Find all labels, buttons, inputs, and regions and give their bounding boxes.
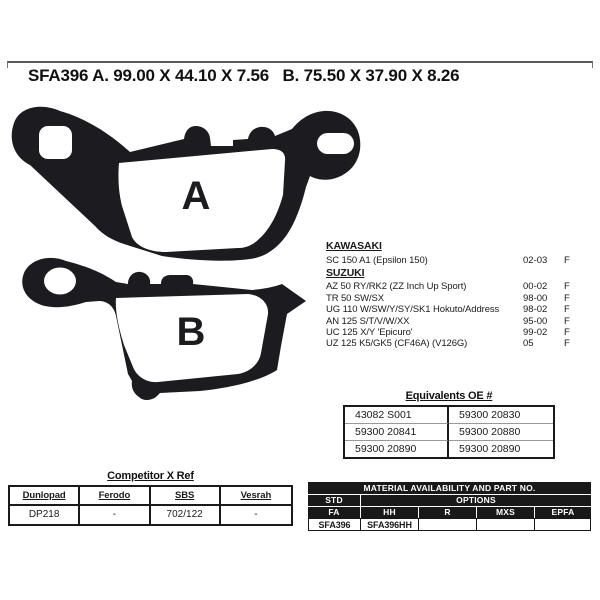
fitment-model: SC 150 A1 (Epsilon 150) xyxy=(326,254,428,266)
competitor-header: Vesrah xyxy=(221,487,291,506)
pad-a-mount-hole xyxy=(39,126,72,159)
oe-number: 59300 20841 xyxy=(345,424,449,441)
competitor-title: Competitor X Ref xyxy=(107,470,194,482)
material-column-header: FA xyxy=(308,507,360,518)
fitment-model: AN 125 S/T/V/W/XX xyxy=(326,315,410,327)
equivalents-title: Equivalents OE # xyxy=(405,390,493,402)
oe-number: 59300 20890 xyxy=(345,441,449,457)
material-column-header: MXS xyxy=(477,507,534,518)
fitment-model: UC 125 X/Y 'Epicuro' xyxy=(326,326,413,338)
fitment-years: 98-02 xyxy=(523,304,548,316)
equivalents-table xyxy=(343,405,555,459)
pad-b-mount-hole xyxy=(44,268,76,295)
fitment-row xyxy=(326,305,588,316)
fitment-model: UG 110 W/SW/Y/SY/SK1 Hokuto/Address xyxy=(326,304,500,316)
fitment-position: F xyxy=(564,338,570,350)
pad-a-letter: A xyxy=(181,174,211,218)
competitor-value: DP218 xyxy=(10,506,80,524)
material-values-row xyxy=(308,518,591,531)
fitment-brand-suzuki: SUZUKI xyxy=(326,266,365,279)
material-part-number: SFA396 xyxy=(308,518,361,531)
oe-number: 59300 20830 xyxy=(449,407,553,424)
fitment-row xyxy=(326,339,588,350)
equivalents-section xyxy=(343,390,555,459)
fitment-years: 00-02 xyxy=(523,281,548,293)
material-std-label: STD xyxy=(308,495,360,506)
material-title-bar: MATERIAL AVAILABILITY AND PART NO. xyxy=(308,482,591,494)
material-column-header: HH xyxy=(361,507,418,518)
material-part-number xyxy=(418,518,477,531)
oe-number: 43082 S001 xyxy=(345,407,449,424)
fitment-position: F xyxy=(564,304,570,316)
pad-a-slot-hole xyxy=(317,133,354,154)
fitment-years: 95-00 xyxy=(523,315,548,327)
fitment-model: AZ 50 RY/RK2 (ZZ Inch Up Sport) xyxy=(326,281,467,293)
competitor-value: 702/122 xyxy=(151,506,221,524)
fitment-years: 98-00 xyxy=(523,292,548,304)
material-column-header: R xyxy=(419,507,476,518)
oe-number: 59300 20880 xyxy=(449,424,553,441)
material-part-number xyxy=(534,518,591,531)
competitor-table xyxy=(8,485,293,526)
fitment-position: F xyxy=(564,326,570,338)
fitment-brand-kawasaki: KAWASAKI xyxy=(326,240,382,252)
material-part-number: SFA396HH xyxy=(360,518,419,531)
competitor-section xyxy=(8,470,293,526)
pad-a-drawing xyxy=(12,107,361,261)
fitment-position: F xyxy=(564,292,570,304)
fitment-list xyxy=(326,240,588,351)
fitment-position: F xyxy=(564,254,570,266)
competitor-header: Ferodo xyxy=(80,487,150,506)
competitor-value: - xyxy=(80,506,150,524)
fitment-position: F xyxy=(564,281,570,293)
material-options-label: OPTIONS xyxy=(361,495,591,506)
competitor-header: SBS xyxy=(151,487,221,506)
material-column-header: EPFA xyxy=(535,507,591,518)
fitment-years: 02-03 xyxy=(523,254,548,266)
material-availability-section xyxy=(308,482,591,531)
fitment-row xyxy=(326,256,588,267)
page-title: SFA396 A. 99.00 X 44.10 X 7.56 B. 75.50 X 37.90 X 8.26 xyxy=(28,66,460,85)
material-columns-row xyxy=(308,507,591,518)
pad-b-letter: B xyxy=(176,310,206,354)
fitment-years: 99-02 xyxy=(523,326,548,338)
fitment-model: UZ 125 K5/GK5 (CF46A) (V126G) xyxy=(326,338,468,350)
competitor-value: - xyxy=(254,509,258,520)
fitment-model: TR 50 SW/SX xyxy=(326,292,385,304)
material-std-options-row xyxy=(308,495,591,506)
oe-number: 59300 20890 xyxy=(459,443,521,455)
pad-b-drawing xyxy=(22,258,306,400)
fitment-years: 05 xyxy=(523,338,534,350)
material-part-number xyxy=(476,518,535,531)
competitor-header: Dunlopad xyxy=(10,487,80,506)
fitment-position: F xyxy=(564,315,570,327)
